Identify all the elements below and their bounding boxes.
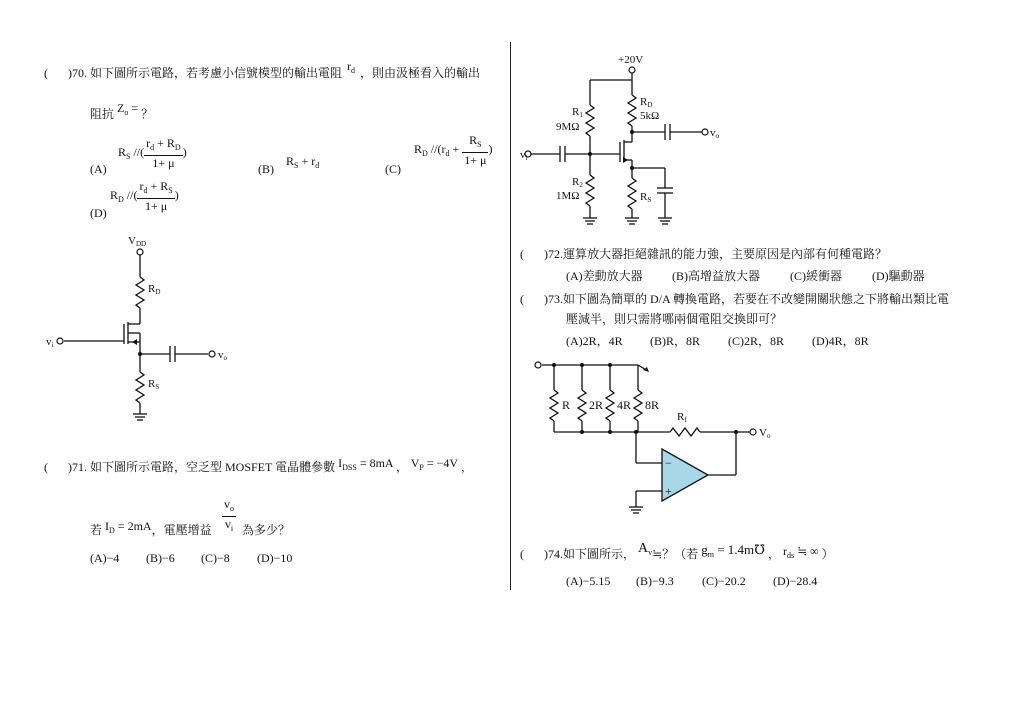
svg-text:1MΩ: 1MΩ — [556, 190, 580, 202]
svg-text:vi: vi — [46, 336, 54, 349]
q73-option-d[interactable]: (D)4R，8R — [812, 334, 869, 348]
q71-question-line1: ( )71. 如下圖所示電路，空乏型 MOSFET 電晶體參數 $I_{DSS} = 8mA$ ， $V_P = -4V$ ， — [44, 456, 473, 474]
q74-option-a[interactable]: (A)−5.15 — [566, 574, 611, 588]
q70-option-a-formula: $R_S$ //( $\frac{r_d + R_D}{1+ \mu}$ ) — [118, 136, 187, 170]
q71-question-line2-end: 為多少？ — [242, 523, 291, 537]
q72-options — [566, 267, 925, 284]
q72-answer-paren[interactable]: ( — [520, 247, 524, 261]
svg-text:Vo: Vo — [759, 427, 771, 440]
q70-answer-paren[interactable]: ( — [44, 66, 48, 80]
q72-question: ( )72.運算放大器拒絕雜訊的能力強，主要原因是內部有何種電路？ — [520, 247, 888, 261]
svg-text:RD: RD — [640, 96, 653, 109]
q73-answer-paren[interactable]: ( — [520, 292, 524, 306]
q70-option-c[interactable]: (C) — [385, 162, 401, 176]
q70-question-line2: 阻抗 $Z_o$ = ？ — [90, 101, 154, 121]
q71-answer-paren[interactable]: ( — [44, 460, 48, 474]
q73-options — [566, 332, 869, 349]
q70-option-a[interactable]: (A) — [90, 162, 107, 176]
q70-option-b-formula: $R_S + r_d$ — [286, 154, 320, 170]
column-divider — [510, 42, 511, 590]
svg-text:−: − — [665, 456, 672, 470]
svg-text:RS: RS — [640, 191, 652, 204]
q70-text-b: ，則由汲極看入的輸出 — [360, 66, 481, 80]
q70-question-line1: ( )70. 如下圖所示電路，若考慮小信號模型的輸出電阻 $r_d$ ，則由汲極看入的輸出 — [44, 59, 481, 80]
q70-zo: Z — [117, 101, 125, 115]
svg-text:9MΩ: 9MΩ — [556, 121, 580, 133]
q74-options — [566, 574, 817, 589]
q74-circuit — [520, 50, 720, 240]
q73-question-line1: ( )73.如下圖為簡單的 D/A 轉換電路，若要在不改變開關狀態之下將輸出類比電 — [520, 292, 950, 306]
svg-text:4R: 4R — [617, 398, 632, 412]
q74-option-c[interactable]: (C)−20.2 — [702, 574, 746, 588]
q72-option-a[interactable]: (A)差動放大器 — [566, 269, 643, 283]
q70-option-d[interactable]: (D) — [90, 206, 107, 220]
svg-text:vo: vo — [710, 127, 719, 140]
q70-number: )70. — [68, 66, 87, 80]
q71-question-line2: 若 $I_D = 2mA$，電壓增益 — [90, 519, 212, 537]
svg-text:8R: 8R — [645, 398, 660, 412]
q74-question: ( )74.如下圖所示， $A_v≒$？（若 $g_m$ = 1.4m℧ ， $r_{ds}$ ≒ ∞ ） — [520, 541, 834, 561]
q72-option-c[interactable]: (C)緩衝器 — [790, 269, 842, 283]
q73-option-c[interactable]: (C)2R，8R — [728, 334, 785, 348]
q71-option-b[interactable]: (B)−6 — [146, 551, 175, 565]
q70-text-a: 如下圖所示電路，若考慮小信號模型的輸出電阻 — [90, 66, 343, 80]
q74-option-d[interactable]: (D)−28.4 — [773, 574, 818, 588]
q70-circuit — [40, 232, 260, 432]
q72-option-d[interactable]: (D)驅動器 — [872, 269, 925, 283]
q73-question-line2: 壓減半，則只需將哪兩個電阻交換即可？ — [566, 312, 783, 326]
q71-option-c[interactable]: (C)−8 — [201, 551, 230, 565]
q72-option-b[interactable]: (B)高增益放大器 — [672, 269, 760, 283]
svg-text:+: + — [665, 484, 672, 498]
svg-text:RS: RS — [148, 378, 160, 391]
svg-text:Rf: Rf — [677, 411, 687, 424]
svg-text:VDD: VDD — [128, 235, 147, 248]
q71-option-a[interactable]: (A)−4 — [90, 551, 120, 565]
q74-answer-paren[interactable]: ( — [520, 547, 524, 561]
svg-text:2R: 2R — [589, 398, 604, 412]
q71-gain-fraction: $\frac{v_o}{v_i}$ — [224, 497, 234, 533]
svg-text:R: R — [562, 398, 571, 412]
q73-option-b[interactable]: (B)R，8R — [650, 334, 701, 348]
q70-rd: r — [347, 59, 352, 73]
q73-circuit — [530, 355, 780, 525]
q73-option-a[interactable]: (A)2R，4R — [566, 334, 623, 348]
q70-option-c-formula: $R_D$ $//(r_d$ + $\frac{R_S}{1+ \mu}$ ) — [414, 133, 493, 167]
q71-options — [90, 551, 292, 566]
svg-text:RD: RD — [148, 283, 161, 296]
q74-option-b[interactable]: (B)−9.3 — [636, 574, 674, 588]
svg-text:+20V: +20V — [618, 54, 644, 66]
svg-text:R1: R1 — [572, 106, 583, 119]
q70-option-b[interactable]: (B) — [258, 162, 274, 176]
svg-text:vo: vo — [218, 349, 227, 362]
q70-option-d-formula: $R_D$ //( $\frac{r_d + R_S}{1+ \mu}$ ) — [110, 179, 179, 213]
q71-option-d[interactable]: (D)−10 — [257, 551, 293, 565]
svg-text:R2: R2 — [572, 176, 583, 189]
svg-text:5kΩ: 5kΩ — [640, 110, 660, 122]
svg-text:vi: vi — [520, 149, 528, 162]
